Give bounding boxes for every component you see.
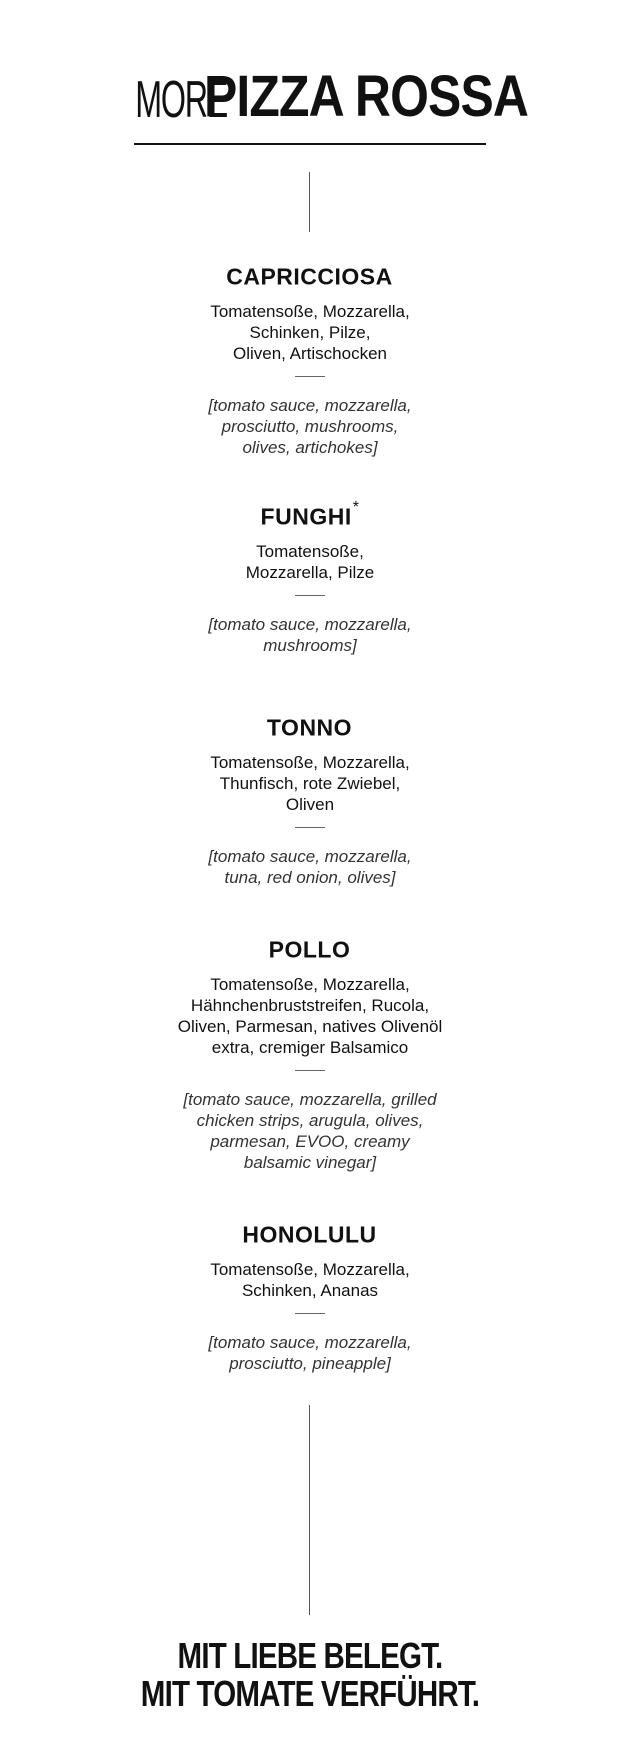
slogan-line-1: MIT LIEBE BELEGT.: [177, 1635, 443, 1676]
menu-title: [0, 64, 620, 129]
menu-item-funghi: [0, 498, 620, 656]
item-ingredients-en: [tomato sauce, mozzarella, prosciutto, mushrooms, olives, artichokes]: [208, 395, 412, 457]
item-ingredients-en: [tomato sauce, mozzarella, grilled chicken strips, arugula, olives, parmesan, EVOO, creamy balsamic vinegar]: [183, 1089, 437, 1172]
item-separator: [295, 376, 325, 377]
menu-item-honolulu: [0, 1216, 620, 1374]
menu-item-pollo: [0, 931, 620, 1173]
top-divider-line: [309, 172, 310, 232]
item-name: CAPRICCIOSA: [226, 263, 393, 290]
item-ingredients-de: Tomatensoße, Mozzarella, Pilze: [245, 541, 375, 582]
menu-item-tonno: [0, 709, 620, 888]
bottom-divider-line: [309, 1405, 310, 1615]
slogan-line-2: MIT TOMATE VERFÜHRT.: [140, 1673, 480, 1714]
slogan: [0, 1637, 620, 1713]
item-ingredients-en: [tomato sauce, mozzarella, tuna, red onion, olives]: [208, 846, 412, 887]
item-name: HONOLULU: [242, 1221, 377, 1248]
item-name: FUNGHI*: [260, 499, 360, 530]
item-ingredients-de: Tomatensoße, Mozzarella, Schinken, Pilze, Oliven, Artischocken: [210, 301, 410, 363]
item-ingredients-de: Tomatensoße, Mozzarella, Thunfisch, rote Zwiebel, Oliven: [210, 752, 410, 814]
item-marker: *: [352, 499, 360, 516]
item-separator: [295, 595, 325, 596]
menu-title-prefix: MORE: [135, 71, 228, 129]
menu-item-capricciosa: [0, 258, 620, 458]
item-ingredients-en: [tomato sauce, mozzarella, mushrooms]: [208, 614, 412, 655]
item-ingredients-en: [tomato sauce, mozzarella, prosciutto, pineapple]: [208, 1332, 412, 1373]
item-separator: [295, 1313, 325, 1314]
item-name: TONNO: [266, 714, 353, 741]
menu-title-main: PIZZA ROSSA: [203, 64, 528, 129]
item-ingredients-de: Tomatensoße, Mozzarella, Schinken, Ananas: [210, 1259, 410, 1300]
item-name: POLLO: [268, 936, 351, 963]
item-separator: [295, 827, 325, 828]
item-ingredients-de: Tomatensoße, Mozzarella, Hähnchenbruststreifen, Rucola, Oliven, Parmesan, natives Olivenöl extra, cremiger Balsamico: [177, 974, 443, 1057]
title-underline: [134, 143, 486, 145]
item-separator: [295, 1070, 325, 1071]
